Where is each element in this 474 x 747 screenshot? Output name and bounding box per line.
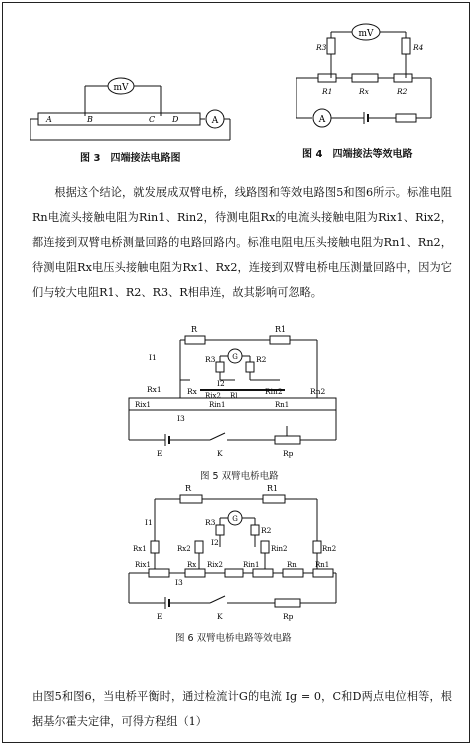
fig5-label-i3: I3 xyxy=(177,414,185,423)
fig6-label-rn2: Rn2 xyxy=(322,545,337,553)
fig6-label-rp: Rp xyxy=(283,612,294,621)
fig4-r4-label: R4 xyxy=(413,43,424,52)
fig5-label-r2: R2 xyxy=(256,355,267,364)
fig5-label-rx1: Rx1 xyxy=(147,385,162,394)
fig5-label-rl: Rl xyxy=(230,392,238,400)
figure-5-caption: 图 5 双臂电桥电路 xyxy=(200,471,279,482)
fig4-r1-label: R1 xyxy=(322,87,333,96)
fig6-label-rix2: Rix2 xyxy=(207,561,223,569)
fig4-r3-label: R3 xyxy=(316,43,327,52)
fig6-label-rin2: Rin2 xyxy=(271,545,288,553)
fig5-label-rin2: Rin2 xyxy=(265,387,283,396)
fig5-label-k: K xyxy=(217,449,223,458)
fig5-label-rn1: Rn1 xyxy=(275,401,290,409)
ammeter-label: A xyxy=(211,116,219,126)
fig5-label-r: R xyxy=(191,325,198,334)
figure-6-diagram xyxy=(125,485,350,625)
fig6-label-r2: R2 xyxy=(261,526,272,535)
fig5-label-rix1: Rix1 xyxy=(135,401,151,409)
fig6-label-r: R xyxy=(185,485,192,493)
fig5-label-i2: I2 xyxy=(217,379,225,388)
point-a-label: A xyxy=(46,115,52,124)
fig5-label-rn2: Rn2 xyxy=(310,387,326,396)
fig6-label-e: E xyxy=(157,612,163,621)
figure-5-diagram xyxy=(125,318,350,463)
paragraph-1: 根据这个结论，就发展成双臂电桥，线路图和等效电路图5和图6所示。标准电阻Rn电流头接触电阻为Rin1、Rin2，待测电阻Rx的电流头接触电阻为Rix1、Rix2，都连接到双臂电桥测量回路的电路回路内。标准电阻电压头接触电阻为Rn1、Rn2，待测电阻Rx电压头接触电阻为Rx1、Rx2，连接到双臂电桥电压测量回路中，因为它们与较大电阻R1、R2、R3、R相串连，故其影响可忽略。 xyxy=(32,186,452,299)
point-b-label: B xyxy=(87,115,93,124)
figure-3-diagram xyxy=(30,66,240,146)
fig6-label-rx2: Rx2 xyxy=(177,545,191,553)
point-d-label: D xyxy=(172,115,179,124)
fig4-r2-label: R2 xyxy=(397,87,408,96)
fig5-label-e: E xyxy=(157,449,163,458)
fig4-ammeter-label: A xyxy=(318,115,326,125)
fig6-label-k: K xyxy=(217,612,223,621)
fig5-label-rx: Rx xyxy=(187,387,197,396)
fig4-rx-label: Rx xyxy=(359,87,369,96)
fig6-label-r3: R3 xyxy=(205,518,216,527)
fig5-label-rix2: Rix2 xyxy=(205,392,221,400)
figure-4-caption: 图 4 四端接法等效电路 xyxy=(302,149,413,160)
figure-6-caption: 图 6 双臂电桥电路等效电路 xyxy=(175,633,292,644)
figure-3-caption: 图 3 四端接法电路图 xyxy=(80,153,181,164)
fig6-label-r1: R1 xyxy=(267,485,279,493)
fig6-label-rx: Rx xyxy=(187,561,197,569)
fig5-label-r1: R1 xyxy=(275,325,287,334)
fig5-label-g: G xyxy=(232,353,238,361)
fig6-label-i3: I3 xyxy=(175,578,183,587)
fig4-mv-label: mV xyxy=(358,29,374,39)
fig6-label-rx1: Rx1 xyxy=(133,545,147,553)
fig6-label-rix1: Rix1 xyxy=(135,561,151,569)
paragraph-2: 由图5和图6，当电桥平衡时，通过检流计G的电流 Ig = 0，C和D两点电位相等，根据基尔霍夫定律，可得方程组（1） xyxy=(32,690,452,728)
fig5-label-i1: I1 xyxy=(149,353,157,362)
point-c-label: C xyxy=(149,115,156,124)
fig6-label-rn: Rn xyxy=(287,561,297,569)
fig6-label-g: G xyxy=(232,515,238,523)
fig5-label-rin1: Rin1 xyxy=(209,401,226,409)
fig5-label-rp: Rp xyxy=(283,449,294,458)
fig6-label-rin1: Rin1 xyxy=(243,561,260,569)
fig6-label-rn1: Rn1 xyxy=(315,561,330,569)
figure-4-diagram xyxy=(296,14,446,140)
fig6-label-i2: I2 xyxy=(211,538,219,547)
mv-meter-label: mV xyxy=(113,83,129,93)
fig6-label-i1: I1 xyxy=(145,518,153,527)
fig5-label-r3: R3 xyxy=(205,355,216,364)
